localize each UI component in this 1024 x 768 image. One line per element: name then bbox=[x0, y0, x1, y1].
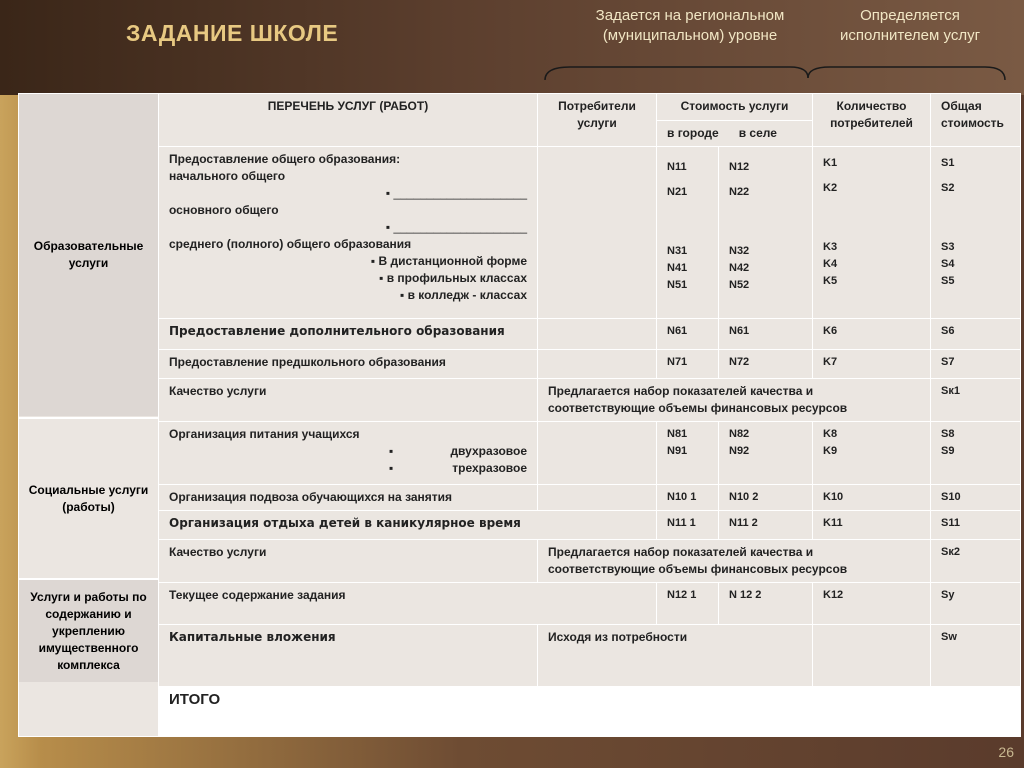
row-preschool-village: N72 bbox=[719, 350, 813, 379]
value-n11: N11 bbox=[667, 161, 687, 173]
itogo-cell bbox=[159, 687, 1021, 737]
value-n21: N21 bbox=[667, 186, 688, 198]
value-k9: K9 bbox=[823, 445, 838, 457]
col-header-list: ПЕРЕЧЕНЬ УСЛУГ (РАБОТ) bbox=[159, 94, 538, 147]
value-s4: S4 bbox=[941, 258, 955, 270]
col-header-cost: Стоимость услуги bbox=[657, 94, 813, 121]
row-recreation-village: N11 2 bbox=[719, 511, 813, 540]
value-k5: K5 bbox=[823, 275, 838, 287]
row-preschool-city: N71 bbox=[657, 350, 719, 379]
general-edu-college: ▪ в колледж - классах bbox=[169, 287, 527, 304]
bullet-icon: ▪ bbox=[389, 444, 394, 458]
row-current-label: Текущее содержание задания bbox=[159, 583, 657, 625]
row-current-k: K12 bbox=[813, 583, 931, 625]
row-meals-city bbox=[657, 422, 719, 485]
row-recreation-label: Организация отдыха детей в каникулярное время bbox=[159, 511, 657, 540]
row-transport-k: K10 bbox=[813, 485, 931, 511]
row-additional-s: S6 bbox=[931, 319, 1021, 350]
value-n81: N81 bbox=[667, 428, 688, 440]
general-edu-blank-2: ▪ ____________________ bbox=[169, 219, 527, 236]
value-n32: N32 bbox=[729, 245, 750, 257]
row-transport-village: N10 2 bbox=[719, 485, 813, 511]
row-additional-village: N61 bbox=[719, 319, 813, 350]
provider-note: Определяется исполнителем услуг bbox=[839, 7, 981, 44]
row-recreation-k: K11 bbox=[813, 511, 931, 540]
value-k3: K3 bbox=[823, 241, 838, 253]
value-s9: S9 bbox=[941, 445, 955, 457]
col-header-city: в городе bbox=[667, 126, 719, 140]
value-n12: N12 bbox=[729, 161, 750, 173]
row-meals-s bbox=[931, 422, 1021, 485]
row-meals-cell bbox=[159, 422, 538, 485]
general-edu-blank-1: ▪ ____________________ bbox=[169, 185, 527, 202]
category-social-box bbox=[19, 417, 158, 578]
general-edu-secondary: среднего (полного) общего образования bbox=[169, 237, 412, 251]
row-transport-city: N10 1 bbox=[657, 485, 719, 511]
row-meals-opt2: трехразовое bbox=[452, 461, 527, 475]
value-k8: K8 bbox=[823, 428, 838, 440]
col-header-total: Общая стоимость bbox=[931, 94, 1021, 147]
regional-note: Задается на региональном (муниципальном) уровне bbox=[595, 7, 785, 44]
row-meals-opt1: двухразовое bbox=[450, 444, 527, 458]
page-title: ЗАДАНИЕ ШКОЛЕ bbox=[126, 20, 339, 46]
header-bar bbox=[0, 0, 1024, 95]
col-header-count: Количество потребителей bbox=[813, 94, 931, 147]
value-n51: N51 bbox=[667, 279, 688, 291]
row-preschool-label: Предоставление предшкольного образования bbox=[159, 350, 538, 379]
value-s5: S5 bbox=[941, 275, 955, 287]
general-edu-profile: ▪ в профильных классах bbox=[169, 270, 527, 287]
row-quality1-s: Sк1 bbox=[931, 379, 1021, 422]
general-edu-s-values bbox=[931, 147, 1021, 319]
row-additional-consumers bbox=[538, 319, 657, 350]
row-transport-consumers bbox=[538, 485, 657, 511]
row-meals-opt2-line bbox=[169, 460, 527, 477]
general-edu-title: Предоставление общего образования: bbox=[169, 152, 401, 166]
row-meals-k bbox=[813, 422, 931, 485]
col-header-village: в селе bbox=[738, 126, 777, 140]
row-capital-s: Sw bbox=[931, 625, 1021, 687]
row-recreation-s: S11 bbox=[931, 511, 1021, 540]
value-n52: N52 bbox=[729, 279, 750, 291]
row-quality2-desc: Предлагается набор показателей качества и соответствующие объемы финансовых ресурсов bbox=[538, 540, 931, 583]
category-edu: Образовательные услуги bbox=[33, 239, 144, 270]
general-edu-city-values bbox=[657, 147, 719, 319]
row-preschool-k: K7 bbox=[813, 350, 931, 379]
row-current-city: N12 1 bbox=[657, 583, 719, 625]
value-k2: K2 bbox=[823, 182, 838, 194]
value-n22: N22 bbox=[729, 186, 750, 198]
row-quality2-s: Sк2 bbox=[931, 540, 1021, 583]
bullet-icon: ▪ bbox=[389, 461, 394, 475]
value-s8: S8 bbox=[941, 428, 955, 440]
value-n82: N82 bbox=[729, 428, 750, 440]
value-n92: N92 bbox=[729, 445, 750, 457]
itogo-label: ИТОГО bbox=[169, 691, 221, 708]
row-meals-consumers bbox=[538, 422, 657, 485]
value-n41: N41 bbox=[667, 262, 688, 274]
col-header-consumers: Потребители услуги bbox=[538, 94, 657, 147]
category-edu-box bbox=[19, 94, 158, 416]
general-edu-basic: основного общего bbox=[169, 203, 279, 217]
general-edu-village-values bbox=[719, 147, 813, 319]
general-edu-k-values bbox=[813, 147, 931, 319]
value-n31: N31 bbox=[667, 245, 688, 257]
value-n42: N42 bbox=[729, 262, 750, 274]
row-meals-opt1-line bbox=[169, 443, 527, 460]
category-maint: Услуги и работы по содержанию и укреплению имущественного комплекса bbox=[30, 589, 147, 672]
category-maint-box bbox=[19, 578, 158, 682]
general-edu-primary: начального общего bbox=[169, 169, 286, 183]
general-edu-distance: ▪ В дистанционной форме bbox=[169, 253, 527, 270]
slide-number: 26 bbox=[998, 744, 1014, 760]
value-s1: S1 bbox=[941, 157, 955, 169]
row-current-s: Sy bbox=[931, 583, 1021, 625]
value-k1: K1 bbox=[823, 157, 838, 169]
row-quality1-desc: Предлагается набор показателей качества и соответствующие объемы финансовых ресурсов bbox=[538, 379, 931, 422]
row-preschool-consumers bbox=[538, 350, 657, 379]
row-meals-label: Организация питания учащихся bbox=[169, 427, 360, 441]
value-n91: N91 bbox=[667, 445, 688, 457]
row-recreation-city: N11 1 bbox=[657, 511, 719, 540]
row-meals-village bbox=[719, 422, 813, 485]
row-current-village: N 12 2 bbox=[719, 583, 813, 625]
value-s2: S2 bbox=[941, 182, 955, 194]
row-quality1-label: Качество услуги bbox=[159, 379, 538, 422]
col-header-city-village bbox=[657, 121, 813, 147]
row-preschool-s: S7 bbox=[931, 350, 1021, 379]
row-additional-k: K6 bbox=[813, 319, 931, 350]
row-transport-s: S10 bbox=[931, 485, 1021, 511]
row-additional-city: N61 bbox=[657, 319, 719, 350]
row-capital-desc: Исходя из потребности bbox=[538, 625, 813, 687]
general-edu-cell bbox=[159, 147, 538, 319]
value-k4: K4 bbox=[823, 258, 838, 270]
services-table bbox=[18, 93, 1021, 737]
row-additional-label: Предоставление дополнительного образования bbox=[159, 319, 538, 350]
row-quality2-label: Качество услуги bbox=[159, 540, 538, 583]
value-s3: S3 bbox=[941, 241, 955, 253]
row-capital-label: Капитальные вложения bbox=[159, 625, 538, 687]
header-brace-icon bbox=[540, 64, 1010, 82]
category-social: Социальные услуги (работы) bbox=[28, 482, 149, 514]
general-edu-consumers bbox=[538, 147, 657, 319]
row-transport-label: Организация подвоза обучающихся на занятия bbox=[159, 485, 538, 511]
row-capital-k bbox=[813, 625, 931, 687]
